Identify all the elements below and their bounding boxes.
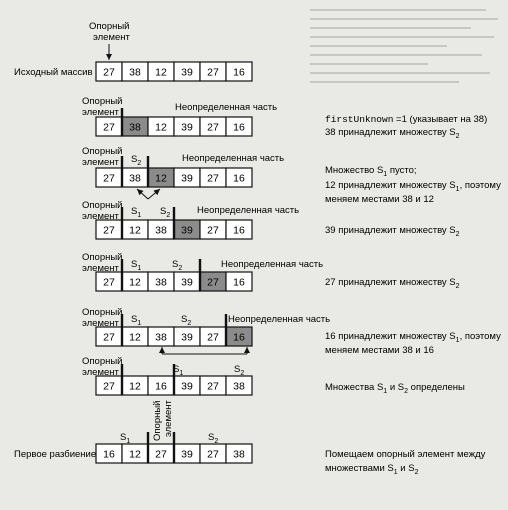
cell-value: 38 <box>233 380 245 393</box>
array-row-4 <box>96 272 252 291</box>
text-part: =1 (указывает на 38) <box>393 114 488 125</box>
cell-value: 12 <box>129 448 141 461</box>
note-row3 <box>325 225 460 238</box>
cell-value: 38 <box>155 331 167 344</box>
pivot-label: Опорный <box>82 146 123 157</box>
pivot-label: Опорный <box>82 356 123 367</box>
text-part: и S <box>397 463 415 474</box>
text-part: и S <box>387 382 405 393</box>
set-s1-label: $S_1$ <box>120 432 131 445</box>
pivot-label: элемент <box>163 400 174 437</box>
note-row1 <box>325 114 487 125</box>
pivot-label: элемент <box>82 211 119 222</box>
note-row6 <box>325 382 465 395</box>
cell-value: 16 <box>233 121 245 134</box>
pivot-label: Опорный <box>89 21 130 32</box>
cell-value: 39 <box>181 121 193 134</box>
array-row-2 <box>96 168 252 187</box>
subscript: 1 <box>455 337 460 344</box>
set-s1-label: $S_1$ <box>173 364 184 377</box>
text-part: пусто; <box>387 165 417 176</box>
cell-value: 38 <box>155 224 167 237</box>
cell-value: 27 <box>103 172 115 185</box>
vertical-pivot-label <box>152 399 174 441</box>
pivot-label: Опорный <box>82 200 123 211</box>
cell-value: 12 <box>155 172 167 185</box>
text-part: определены <box>408 382 465 393</box>
array-row-5 <box>96 327 252 346</box>
cell-value: 12 <box>129 276 141 289</box>
swap-arrow-head <box>244 347 250 353</box>
cell-value: 38 <box>129 172 141 185</box>
faded-background-text <box>310 2 506 82</box>
swap-arrow-head <box>159 347 165 353</box>
cell-value: 27 <box>207 448 219 461</box>
cell-value: 39 <box>181 276 193 289</box>
cell-value: 27 <box>103 380 115 393</box>
undetermined-label: Неопределенная часть <box>228 314 331 325</box>
text-part: 16 принадлежит множеству S <box>325 331 456 342</box>
cell-value: 27 <box>207 121 219 134</box>
cell-value: 39 <box>181 448 193 461</box>
note-row5 <box>325 331 501 344</box>
undetermined-label: Неопределенная часть <box>175 102 278 113</box>
text-part: 39 принадлежит множеству S <box>325 225 456 236</box>
cell-value: 38 <box>233 448 245 461</box>
subscript: 1 <box>455 186 460 193</box>
cell-value: 27 <box>155 448 167 461</box>
cell-value: 27 <box>103 121 115 134</box>
text-part: , поэтому <box>459 180 501 191</box>
text-part: , поэтому <box>459 331 501 342</box>
subscript: 2 <box>414 469 419 476</box>
cell-value: 27 <box>207 380 219 393</box>
pivot-label: элемент <box>82 157 119 168</box>
text-part: firstUnknown <box>325 114 394 125</box>
pivot-label: элемент <box>93 32 130 43</box>
cell-value: 39 <box>181 380 193 393</box>
subscript: 1 <box>393 469 398 476</box>
cell-value: 39 <box>181 172 193 185</box>
cell-value: 16 <box>233 276 245 289</box>
pivot-label: Опорный <box>152 400 163 441</box>
set-subscript: 1 <box>126 438 131 445</box>
text-part: 12 принадлежит множеству S <box>325 180 456 191</box>
subscript: 1 <box>383 171 388 178</box>
set-s1-label: $S_1$ <box>131 206 142 219</box>
set-s2-label: $S_2$ <box>234 364 245 377</box>
cell-value: 12 <box>129 224 141 237</box>
cell-value: 27 <box>207 331 219 344</box>
subscript: 2 <box>404 388 409 395</box>
set-subscript: 1 <box>137 265 142 272</box>
set-subscript: 2 <box>137 160 142 167</box>
cell-value: 12 <box>155 121 167 134</box>
set-s1-label: $S_1$ <box>131 314 142 327</box>
set-s2-label: $S_2$ <box>208 432 219 445</box>
cell-value: 27 <box>103 224 115 237</box>
set-subscript: 2 <box>178 265 183 272</box>
subscript: 2 <box>455 133 460 140</box>
cell-value: 16 <box>103 448 115 461</box>
pivot-label: Опорный <box>82 252 123 263</box>
cell-value: 38 <box>129 66 141 79</box>
pivot-arrow-head <box>106 54 112 60</box>
set-s2-label: $S_2$ <box>172 259 183 272</box>
array-row-0 <box>96 62 252 81</box>
set-subscript: 1 <box>137 212 142 219</box>
text-part: Множество S <box>325 165 384 176</box>
first-partition-label: Первое разбиение <box>14 449 97 460</box>
set-s2-label: $S_2$ <box>181 314 192 327</box>
subscript: 1 <box>383 388 388 395</box>
text-part: Множества S <box>325 382 384 393</box>
undetermined-label: Неопределенная часть <box>221 259 324 270</box>
set-s2-label: $S_2$ <box>160 206 171 219</box>
note-row4 <box>325 277 460 290</box>
set-s2-label: $S_2$ <box>131 154 142 167</box>
cell-value: 12 <box>129 380 141 393</box>
set-subscript: 1 <box>179 370 184 377</box>
undetermined-label: Неопределенная часть <box>182 153 285 164</box>
cell-value: 27 <box>103 66 115 79</box>
pivot-label: элемент <box>82 367 119 378</box>
undetermined-label: Неопределенная часть <box>197 205 300 216</box>
cell-value: 38 <box>129 121 141 134</box>
cell-value: 39 <box>181 331 193 344</box>
cell-value: 12 <box>129 331 141 344</box>
note-row1 <box>325 127 460 140</box>
cell-value: 12 <box>155 66 167 79</box>
cell-value: 38 <box>155 276 167 289</box>
cell-value: 27 <box>207 172 219 185</box>
subscript: 2 <box>455 231 460 238</box>
cell-value: 16 <box>233 66 245 79</box>
cell-value: 16 <box>233 224 245 237</box>
pivot-label: элемент <box>82 107 119 118</box>
cell-value: 39 <box>181 224 193 237</box>
cell-value: 27 <box>207 276 219 289</box>
set-subscript: 2 <box>187 320 192 327</box>
set-subscript: 2 <box>240 370 245 377</box>
cell-value: 27 <box>103 276 115 289</box>
pivot-label: элемент <box>82 263 119 274</box>
array-row-1 <box>96 117 252 136</box>
text-part: множествами S <box>325 463 394 474</box>
cell-value: 27 <box>207 224 219 237</box>
cell-value: 27 <box>103 331 115 344</box>
note-row2: меняем местами 38 и 12 <box>325 194 434 205</box>
note-row2 <box>325 165 417 178</box>
text-part: 27 принадлежит множеству S <box>325 277 456 288</box>
text-part: 38 принадлежит множеству S <box>325 127 456 138</box>
cell-value: 16 <box>155 380 167 393</box>
pivot-label: Опорный <box>82 96 123 107</box>
cell-value: 16 <box>233 331 245 344</box>
note-row5: меняем местами 38 и 16 <box>325 345 434 356</box>
set-subscript: 2 <box>166 212 171 219</box>
cell-value: 39 <box>181 66 193 79</box>
note-row7 <box>325 463 419 476</box>
cell-value: 27 <box>207 66 219 79</box>
cell-value: 16 <box>233 172 245 185</box>
note-row2 <box>325 180 501 193</box>
subscript: 2 <box>455 283 460 290</box>
set-subscript: 2 <box>214 438 219 445</box>
pivot-label: Опорный <box>82 307 123 318</box>
pivot-label: элемент <box>82 318 119 329</box>
set-subscript: 1 <box>137 320 142 327</box>
set-s1-label: $S_1$ <box>131 259 142 272</box>
note-row7: Помещаем опорный элемент между <box>325 449 486 460</box>
initial-array-label: Исходный массив <box>14 67 93 78</box>
